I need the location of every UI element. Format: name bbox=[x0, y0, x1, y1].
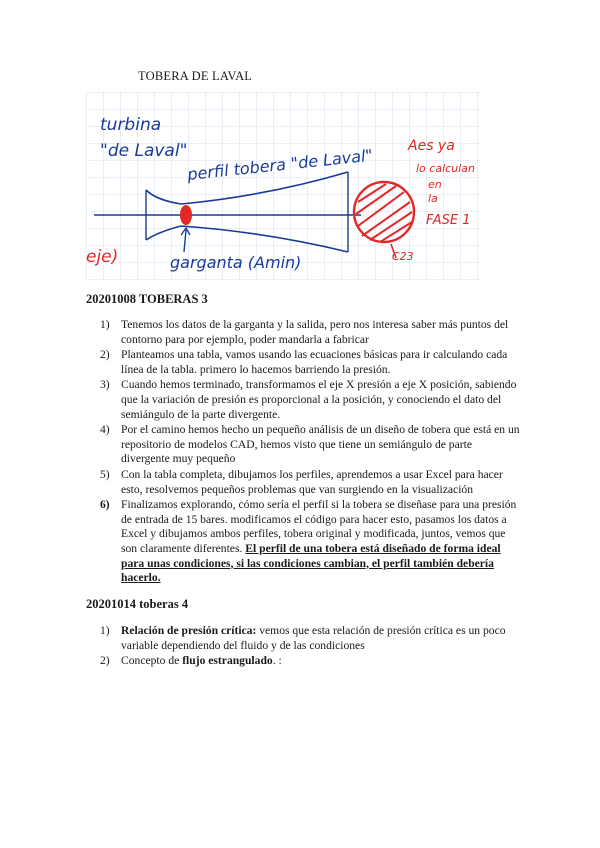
list-item: 1) Relación de presión crítica: vemos que esta relación de presión crítica es un poco variable dependiendo del fluido y de las condiciones bbox=[100, 624, 506, 652]
note-line3: en bbox=[428, 178, 442, 191]
list-item: 2) Concepto de flujo estrangulado. : bbox=[100, 654, 282, 668]
list-item: 1) Tenemos los datos de la garganta y la salida, pero nos interesa saber más puntos del contorno para por ejemplo, poder mandarla a fabricar bbox=[100, 318, 509, 346]
toberas-4-list bbox=[100, 624, 520, 670]
note-small: C23 bbox=[392, 250, 414, 263]
list-item: 6) Finalizamos explorando, cómo sería el perfil si la tobera se diseñase para una presión de entrada de 15 bares. modificamos el código para hacer esto, pasamos los datos a Excel y dibujamos ambos perfiles, tobera original y modificada, juntos, vemos que son claramente diferentes. El perfil de una tobera está diseñado de forma ideal para unas condiciones, si las condiciones cambian, el perfil también debería hacerlo. bbox=[100, 498, 517, 585]
page-title: TOBERA DE LAVAL bbox=[138, 69, 253, 83]
list-item: 2) Planteamos una tabla, vamos usando las ecuaciones básicas para ir calculando cada línea de la tabla. primero lo hacemos barriendo la presión. bbox=[100, 348, 508, 376]
note-line2: lo calculan bbox=[416, 162, 475, 175]
section-heading-toberas-3: 20201008 TOBERAS 3 bbox=[86, 292, 208, 306]
throat-marker bbox=[180, 205, 192, 225]
turbina-label-line1: turbina bbox=[100, 115, 162, 135]
turbina-label-line2: "de Laval" bbox=[100, 141, 188, 161]
section-heading-toberas-4: 20201014 toberas 4 bbox=[86, 597, 189, 611]
note-line1: Aes ya bbox=[408, 138, 455, 154]
eje-label: eje) bbox=[86, 247, 119, 267]
key-conclusion: El perfil de una tobera está diseñado de forma ideal para unas condiciones, si las condiciones cambian, el perfil también debería hacerlo. bbox=[121, 541, 501, 585]
perfil-label: perfil tobera "de Laval" bbox=[186, 145, 374, 184]
handwritten-sketch bbox=[86, 92, 480, 280]
list-item: 5) Con la tabla completa, dibujamos los perfiles, aprendemos a usar Excel para hacer esto, resolvemos pequeños problemas que van surgiendo en la visualización bbox=[100, 467, 503, 496]
list-item: 4) Por el camino hemos hecho un pequeño análisis de un diseño de tobera que está en un repositorio de modelos CAD, hemos visto que tiene un semiángulo de parte divergente muy pequeño bbox=[100, 423, 520, 466]
garganta-label: garganta (Amin) bbox=[170, 253, 302, 272]
toberas-3-list bbox=[100, 318, 520, 587]
note-line4: la bbox=[428, 192, 438, 205]
note-line5: FASE 1 bbox=[426, 213, 471, 228]
list-item: 3) Cuando hemos terminado, transformamos el eje X presión a eje X posición, sabiendo que la variación de presión es proporcional a la posición, y conociendo el dato del semiángulo de la parte divergente. bbox=[100, 378, 517, 421]
